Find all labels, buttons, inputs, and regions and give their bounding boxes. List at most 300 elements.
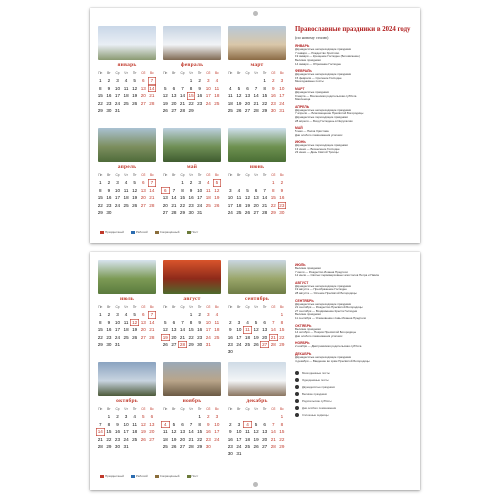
empty-cell xyxy=(226,311,235,318)
weekday-header: Вт xyxy=(237,71,241,75)
day-cell: 12 xyxy=(214,187,220,193)
month-photo xyxy=(163,362,221,396)
empty-cell xyxy=(235,311,244,318)
day-cell: 5 xyxy=(246,187,249,193)
day-cell: 4 xyxy=(237,187,241,193)
weekday-header: Вс xyxy=(279,173,284,177)
day-cell: 19 xyxy=(132,195,138,201)
day-cell: 26 xyxy=(214,202,220,208)
day-cell: 6 xyxy=(141,312,145,318)
weekday-header: Сб xyxy=(141,71,146,75)
month-days-grid xyxy=(226,406,288,458)
icon-legend-label: Многодневные посты xyxy=(302,371,330,376)
empty-cell xyxy=(260,179,269,186)
weekday-header: Вс xyxy=(214,305,219,309)
empty-cell xyxy=(260,413,269,420)
empty-cell xyxy=(161,311,170,318)
day-cell: 24 xyxy=(236,341,242,347)
day-cell: 3 xyxy=(237,319,241,325)
holiday-month-head: МАРТ xyxy=(295,86,305,91)
day-cell: 1 xyxy=(99,180,102,186)
symbol-icon xyxy=(295,413,299,417)
day-cell: 11 xyxy=(123,85,129,91)
empty-cell xyxy=(243,311,252,318)
holiday-line: Многодневные посты xyxy=(295,79,324,84)
day-cell: 15 xyxy=(188,93,194,99)
empty-cell xyxy=(226,179,235,186)
day-cell: 4 xyxy=(215,312,219,318)
day-cell: 28 xyxy=(179,107,186,113)
day-cell: 18 xyxy=(244,334,251,340)
day-cell: 9 xyxy=(280,187,284,193)
weekday-header: Вс xyxy=(149,407,154,411)
holidays-panel-bottom xyxy=(295,260,413,417)
weekday-header: Сб xyxy=(206,71,211,75)
weekday-header: Ср xyxy=(180,305,185,309)
weekday-header: Чт xyxy=(189,407,193,411)
day-cell: 24 xyxy=(114,100,121,106)
day-cell: 16 xyxy=(106,93,112,99)
month-top-1 xyxy=(161,26,223,114)
day-cell: 16 xyxy=(227,436,233,442)
holiday-line: 15 февраля — Сретение Господне xyxy=(295,75,342,80)
symbol-icon xyxy=(295,399,299,403)
day-cell: 18 xyxy=(244,436,251,442)
day-cell: 14 xyxy=(188,429,194,435)
legend-item: Сокращённый xyxy=(155,230,180,234)
month-photo xyxy=(98,362,156,396)
icon-legend xyxy=(295,371,413,417)
day-cell: 30 xyxy=(279,209,285,215)
empty-cell xyxy=(235,413,244,420)
day-cell: 18 xyxy=(236,202,242,208)
weekday-header: Пт xyxy=(262,71,267,75)
holiday-block xyxy=(295,69,413,84)
day-cell: 5 xyxy=(172,421,176,427)
day-cell: 24 xyxy=(205,334,211,340)
day-cell: 6 xyxy=(141,78,145,84)
month-days-grid xyxy=(161,304,223,348)
day-cell: 19 xyxy=(171,436,177,442)
day-cell: 21 xyxy=(171,202,177,208)
empty-cell xyxy=(252,77,261,84)
day-cell: 14 xyxy=(171,195,177,201)
legend-swatch xyxy=(100,231,104,234)
day-cell: 20 xyxy=(162,202,168,208)
holiday-line: 9 марта — Вселенская родительская суббота xyxy=(295,93,357,98)
day-cell: 5 xyxy=(254,319,258,325)
empty-cell xyxy=(178,311,187,318)
weekday-header: Ср xyxy=(180,71,185,75)
day-cell: 27 xyxy=(140,202,146,208)
calendar-sheet-bottom xyxy=(90,252,420,490)
empty-cell xyxy=(170,413,179,420)
day-cell: 4 xyxy=(246,319,249,325)
day-cell: 9 xyxy=(189,187,193,193)
icon-legend-label: Сплошные седмицы xyxy=(302,413,329,418)
month-photo xyxy=(98,260,156,294)
day-cell: 18 xyxy=(123,327,129,333)
day-cell: 20 xyxy=(171,334,177,340)
day-cell: 19 xyxy=(132,327,138,333)
day-cell: 1 xyxy=(198,414,201,420)
day-cell: 17 xyxy=(114,93,121,99)
weekday-header: Пт xyxy=(132,407,137,411)
weekday-header: Вт xyxy=(172,71,176,75)
day-cell: 1 xyxy=(107,414,111,420)
day-cell: 10 xyxy=(236,429,242,435)
day-cell: 29 xyxy=(279,341,285,347)
day-cell: 23 xyxy=(227,341,233,347)
day-cell: 31 xyxy=(279,107,285,113)
day-cell: 13 xyxy=(244,93,251,99)
day-cell: 16 xyxy=(197,93,203,99)
weekday-header: Пн xyxy=(163,305,168,309)
day-cell: 19 xyxy=(162,100,168,106)
day-cell: 24 xyxy=(214,436,220,442)
day-cell: 21 xyxy=(149,93,155,99)
holiday-line: 7 июля — Рождество Иоанна Предтечи xyxy=(295,269,348,274)
weekday-header: Вт xyxy=(237,173,241,177)
weekday-header: Вс xyxy=(279,407,284,411)
weekday-header: Ср xyxy=(115,173,120,177)
holiday-month-head: НОЯБРЬ xyxy=(295,341,310,346)
weekday-header: Вт xyxy=(107,407,111,411)
day-cell: 10 xyxy=(197,187,203,193)
month-days-grid xyxy=(226,172,288,216)
empty-cell xyxy=(235,77,244,84)
day-cell: 24 xyxy=(123,436,129,442)
day-cell: 25 xyxy=(162,443,168,449)
day-cell: 6 xyxy=(181,421,184,427)
holiday-month-head: МАЙ xyxy=(295,126,303,131)
day-cell: 11 xyxy=(227,93,233,99)
day-cell: 22 xyxy=(270,202,276,208)
day-cell: 20 xyxy=(262,436,268,442)
weekday-header: Пн xyxy=(163,407,168,411)
weekday-header: Вс xyxy=(149,71,154,75)
day-cell: 10 xyxy=(279,85,285,91)
day-cell: 29 xyxy=(188,341,194,347)
day-cell: 23 xyxy=(227,443,233,449)
day-cell: 19 xyxy=(253,334,259,340)
holiday-block xyxy=(295,352,413,363)
weekday-header: Вс xyxy=(214,71,219,75)
day-cell: 17 xyxy=(227,202,233,208)
day-cell: 16 xyxy=(205,429,211,435)
legend-item: Праздничный xyxy=(100,230,124,234)
holiday-line: Масленица xyxy=(295,97,311,102)
holidays-title-text: Православные праздники в 2024 году xyxy=(295,26,411,33)
day-cell: 21 xyxy=(179,334,186,340)
holiday-month-head: ОКТЯБРЬ xyxy=(295,323,312,328)
holiday-line: Дни особого поминовения усопших xyxy=(295,132,343,137)
day-cell: 2 xyxy=(107,312,111,318)
day-cell: 8 xyxy=(99,319,102,325)
day-cell: 3 xyxy=(116,312,119,318)
day-cell: 14 xyxy=(179,327,186,333)
empty-cell xyxy=(170,77,179,84)
weekday-header: Чт xyxy=(254,407,258,411)
icon-legend-row xyxy=(295,399,413,403)
day-cell: 9 xyxy=(198,85,201,91)
day-cell: 16 xyxy=(279,195,285,201)
weekday-header: Ср xyxy=(180,173,185,177)
day-cell: 20 xyxy=(244,100,251,106)
day-cell: 28 xyxy=(149,100,155,106)
holiday-line: Двунадесятые переходящие праздники xyxy=(295,114,348,119)
day-cell: 23 xyxy=(106,202,112,208)
month-name: ноябрь xyxy=(182,398,202,404)
symbol-icon xyxy=(295,406,299,410)
day-cell: 3 xyxy=(215,414,219,420)
day-cell: 6 xyxy=(263,421,266,427)
holidays-panel-top xyxy=(295,26,413,155)
month-name: февраль xyxy=(180,62,204,68)
day-cell: 10 xyxy=(114,319,121,325)
day-cell: 18 xyxy=(227,100,233,106)
day-cell: 11 xyxy=(132,421,138,427)
day-cell: 3 xyxy=(280,78,284,84)
weekday-header: Пт xyxy=(132,173,137,177)
empty-cell xyxy=(252,413,261,420)
day-cell: 23 xyxy=(270,100,276,106)
day-cell: 29 xyxy=(97,107,103,113)
month-name: апрель xyxy=(117,164,137,170)
month-days-grid xyxy=(161,70,223,114)
day-cell: 1 xyxy=(181,180,184,186)
day-cell: 12 xyxy=(244,195,251,201)
month-name: январь xyxy=(117,62,137,68)
day-cell: 15 xyxy=(262,93,268,99)
day-cell: 19 xyxy=(214,195,220,201)
empty-cell xyxy=(226,77,235,84)
day-cell: 21 xyxy=(149,195,155,201)
weekday-header: Ср xyxy=(245,305,250,309)
icon-legend-row xyxy=(295,371,413,375)
month-photo xyxy=(98,128,156,162)
day-cell: 12 xyxy=(140,421,146,427)
weekday-header: Сб xyxy=(271,407,276,411)
month-bottom-4 xyxy=(161,362,223,450)
weekday-header: Сб xyxy=(206,305,211,309)
day-cell: 13 xyxy=(140,319,146,325)
day-cell: 26 xyxy=(162,107,168,113)
day-cell: 27 xyxy=(171,341,177,347)
holiday-line: 27 сентября — Воздвижение Креста Господня xyxy=(295,308,358,313)
weekday-header: Пт xyxy=(197,71,202,75)
weekday-header: Ср xyxy=(245,407,250,411)
symbol-icon xyxy=(295,371,299,375)
holiday-line: 21 сентября — Рождество Пресвятой Богородицы xyxy=(295,305,363,310)
empty-cell xyxy=(178,77,187,84)
day-cell: 4 xyxy=(124,78,128,84)
holiday-month-head: ИЮЛЬ xyxy=(295,263,306,267)
holiday-line: Двунадесятые переходящие праздники xyxy=(295,143,348,148)
holiday-line: 23 июня — День Святой Троицы xyxy=(295,150,339,155)
day-cell: 20 xyxy=(140,327,146,333)
weekday-header: Пн xyxy=(228,407,233,411)
day-cell: 19 xyxy=(253,436,259,442)
weekday-header: Сб xyxy=(271,71,276,75)
day-cell: 21 xyxy=(253,100,259,106)
day-cell: 1 xyxy=(189,312,193,318)
holiday-line: Дни особого поминовения усопших xyxy=(295,333,343,338)
day-cell: 10 xyxy=(114,187,121,193)
holiday-block xyxy=(295,263,413,278)
day-cell: 21 xyxy=(188,436,194,442)
holiday-line: 5 мая — Пасха Христова xyxy=(295,129,329,134)
day-cell: 19 xyxy=(236,100,242,106)
day-cell: 12 xyxy=(253,429,259,435)
empty-cell xyxy=(252,311,261,318)
weekday-header: Ср xyxy=(245,71,250,75)
day-cell: 6 xyxy=(161,187,170,194)
day-cell: 14 xyxy=(149,85,155,91)
empty-cell xyxy=(243,413,252,420)
day-cell: 7 xyxy=(189,421,193,427)
day-cell: 6 xyxy=(254,187,258,193)
day-cell: 22 xyxy=(106,436,112,442)
day-cell: 11 xyxy=(205,187,211,193)
day-cell: 9 xyxy=(229,327,232,333)
weekday-header: Пн xyxy=(98,173,103,177)
weekday-header: Чт xyxy=(124,305,128,309)
day-cell: 6 xyxy=(246,85,249,91)
weekday-header: Ср xyxy=(115,407,120,411)
day-cell: 30 xyxy=(106,107,112,113)
month-bottom-0 xyxy=(96,260,158,348)
day-cell: 10 xyxy=(123,421,129,427)
holiday-line: Великие праздники xyxy=(295,266,321,270)
day-cell: 11 xyxy=(214,85,220,91)
day-cell: 15 xyxy=(179,195,186,201)
day-cell: 1 xyxy=(99,78,102,84)
month-name: июнь xyxy=(249,164,265,170)
day-cell: 3 xyxy=(206,78,210,84)
day-cell: 17 xyxy=(236,334,242,340)
month-days-grid xyxy=(96,406,158,450)
day-cell: 21 xyxy=(179,100,186,106)
day-cell: 13 xyxy=(171,93,177,99)
day-cell: 9 xyxy=(206,421,210,427)
day-cell: 2 xyxy=(116,414,119,420)
day-cell: 17 xyxy=(236,436,242,442)
day-cell: 30 xyxy=(106,209,112,215)
day-cell: 13 xyxy=(253,195,259,201)
day-cell: 9 xyxy=(271,85,275,91)
day-cell: 29 xyxy=(97,341,103,347)
day-cell: 25 xyxy=(244,443,251,449)
holiday-block xyxy=(295,281,413,296)
legend-swatch xyxy=(187,231,191,234)
day-cell: 5 xyxy=(164,85,167,91)
weekday-header: Пт xyxy=(197,173,202,177)
month-days-grid xyxy=(161,172,223,216)
day-cell: 7 xyxy=(148,311,157,318)
legend-item: Праздничный xyxy=(100,474,124,478)
legend-item: Пост xyxy=(187,474,199,478)
day-cell: 8 xyxy=(189,85,193,91)
day-cell: 28 xyxy=(179,341,186,347)
weekday-header: Чт xyxy=(189,71,193,75)
day-cell: 25 xyxy=(214,100,220,106)
month-bottom-1 xyxy=(161,260,223,348)
legend-item: Рабочий xyxy=(131,474,148,478)
weekday-header: Ср xyxy=(115,71,120,75)
day-cell: 30 xyxy=(188,209,194,215)
day-cell: 1 xyxy=(263,78,266,84)
day-cell: 27 xyxy=(140,100,146,106)
empty-cell xyxy=(235,179,244,186)
symbol-icon xyxy=(295,385,299,389)
day-cell: 15 xyxy=(279,429,285,435)
day-cell: 9 xyxy=(107,319,111,325)
day-cell: 1 xyxy=(280,312,284,318)
weekday-header: Вт xyxy=(172,407,176,411)
day-cell: 17 xyxy=(114,195,121,201)
day-cell: 22 xyxy=(279,334,285,340)
day-cell: 20 xyxy=(171,100,177,106)
day-cell: 11 xyxy=(123,319,129,325)
day-cell: 7 xyxy=(263,187,266,193)
day-cell: 26 xyxy=(236,107,242,113)
legend-bottom xyxy=(100,474,198,478)
holiday-block xyxy=(295,324,413,339)
day-cell: 13 xyxy=(149,421,155,427)
day-cell: 26 xyxy=(171,443,177,449)
empty-cell xyxy=(161,413,170,420)
day-cell: 26 xyxy=(253,443,259,449)
holiday-line: 11 сентября — Усекновение главы Иоанна Предтечи xyxy=(295,315,366,320)
day-cell: 2 xyxy=(198,78,201,84)
day-cell: 8 xyxy=(271,187,275,193)
day-cell: 25 xyxy=(123,100,129,106)
day-cell: 21 xyxy=(270,436,276,442)
empty-cell xyxy=(243,179,252,186)
day-cell: 18 xyxy=(205,195,211,201)
month-name: март xyxy=(250,62,264,68)
day-cell: 30 xyxy=(106,341,112,347)
day-cell: 13 xyxy=(262,327,268,333)
month-bottom-3 xyxy=(96,362,158,450)
day-cell: 16 xyxy=(188,195,194,201)
day-cell: 1 xyxy=(99,312,102,318)
day-cell: 29 xyxy=(188,107,194,113)
empty-cell xyxy=(96,413,105,420)
day-cell: 8 xyxy=(99,85,102,91)
day-cell: 25 xyxy=(244,341,251,347)
day-cell: 30 xyxy=(270,107,276,113)
day-cell: 24 xyxy=(205,100,211,106)
day-cell: 23 xyxy=(197,334,203,340)
day-cell: 14 xyxy=(262,195,268,201)
day-cell: 4 xyxy=(133,414,136,420)
weekday-header: Пн xyxy=(228,173,233,177)
weekday-header: Ср xyxy=(245,173,250,177)
icon-legend-row xyxy=(295,406,413,410)
day-cell: 6 xyxy=(172,85,176,91)
day-cell: 14 xyxy=(253,93,259,99)
icon-legend-label: Двунадесятые праздники xyxy=(302,385,335,390)
month-photo xyxy=(228,128,286,162)
day-cell: 8 xyxy=(99,187,102,193)
month-top-0 xyxy=(96,26,158,114)
holiday-line: 12 июля — Святых первоверховных апостолов Петра и Павла xyxy=(295,273,379,278)
weekday-header: Вт xyxy=(172,305,176,309)
day-cell: 7 xyxy=(148,179,157,186)
day-cell: 10 xyxy=(205,319,211,325)
